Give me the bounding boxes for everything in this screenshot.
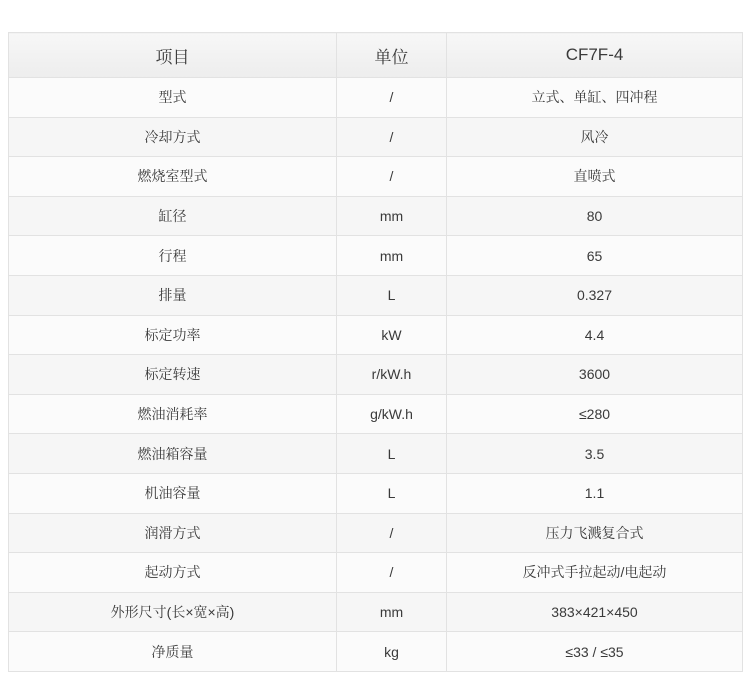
table-row <box>9 473 743 513</box>
row-unit: / <box>337 117 447 157</box>
row-name: 型式 <box>9 78 337 118</box>
row-value: 3600 <box>447 355 743 395</box>
row-unit: mm <box>337 236 447 276</box>
table-head <box>9 33 743 78</box>
row-value: 383×421×450 <box>447 592 743 632</box>
row-unit: L <box>337 275 447 315</box>
row-value: 80 <box>447 196 743 236</box>
row-value: 1.1 <box>447 473 743 513</box>
row-name: 冷却方式 <box>9 117 337 157</box>
row-name: 燃油消耗率 <box>9 394 337 434</box>
row-name: 机油容量 <box>9 473 337 513</box>
row-unit: g/kW.h <box>337 394 447 434</box>
table-row <box>9 275 743 315</box>
row-unit: / <box>337 553 447 593</box>
row-name: 缸径 <box>9 196 337 236</box>
table-row <box>9 355 743 395</box>
row-unit: kW <box>337 315 447 355</box>
row-name: 排量 <box>9 275 337 315</box>
row-unit: mm <box>337 196 447 236</box>
row-value: 直喷式 <box>447 157 743 197</box>
row-name: 标定功率 <box>9 315 337 355</box>
table-row <box>9 513 743 553</box>
table-row <box>9 553 743 593</box>
row-value: 反冲式手拉起动/电起动 <box>447 553 743 593</box>
table-row <box>9 236 743 276</box>
row-value: ≤33 / ≤35 <box>447 632 743 672</box>
row-name: 起动方式 <box>9 553 337 593</box>
row-unit: mm <box>337 592 447 632</box>
row-value: 0.327 <box>447 275 743 315</box>
header-model: CF7F-4 <box>447 33 743 78</box>
row-value: 压力飞溅复合式 <box>447 513 743 553</box>
row-name: 燃烧室型式 <box>9 157 337 197</box>
table-row <box>9 592 743 632</box>
specification-table <box>8 32 743 672</box>
row-unit: r/kW.h <box>337 355 447 395</box>
table-row <box>9 394 743 434</box>
row-unit: kg <box>337 632 447 672</box>
header-unit: 单位 <box>337 33 447 78</box>
table-row <box>9 157 743 197</box>
row-name: 润滑方式 <box>9 513 337 553</box>
row-value: ≤280 <box>447 394 743 434</box>
row-value: 4.4 <box>447 315 743 355</box>
row-value: 65 <box>447 236 743 276</box>
row-value: 立式、单缸、四冲程 <box>447 78 743 118</box>
table-row <box>9 196 743 236</box>
row-name: 外形尺寸(长×宽×高) <box>9 592 337 632</box>
row-unit: / <box>337 513 447 553</box>
table-header-row <box>9 33 743 78</box>
table-row <box>9 78 743 118</box>
row-unit: / <box>337 78 447 118</box>
row-unit: / <box>337 157 447 197</box>
table-row <box>9 434 743 474</box>
row-name: 净质量 <box>9 632 337 672</box>
row-value: 3.5 <box>447 434 743 474</box>
table-body <box>9 78 743 672</box>
header-item: 项目 <box>9 33 337 78</box>
table-row <box>9 315 743 355</box>
row-value: 风冷 <box>447 117 743 157</box>
row-unit: L <box>337 473 447 513</box>
row-name: 标定转速 <box>9 355 337 395</box>
row-unit: L <box>337 434 447 474</box>
row-name: 燃油箱容量 <box>9 434 337 474</box>
table-row <box>9 632 743 672</box>
row-name: 行程 <box>9 236 337 276</box>
table-row <box>9 117 743 157</box>
